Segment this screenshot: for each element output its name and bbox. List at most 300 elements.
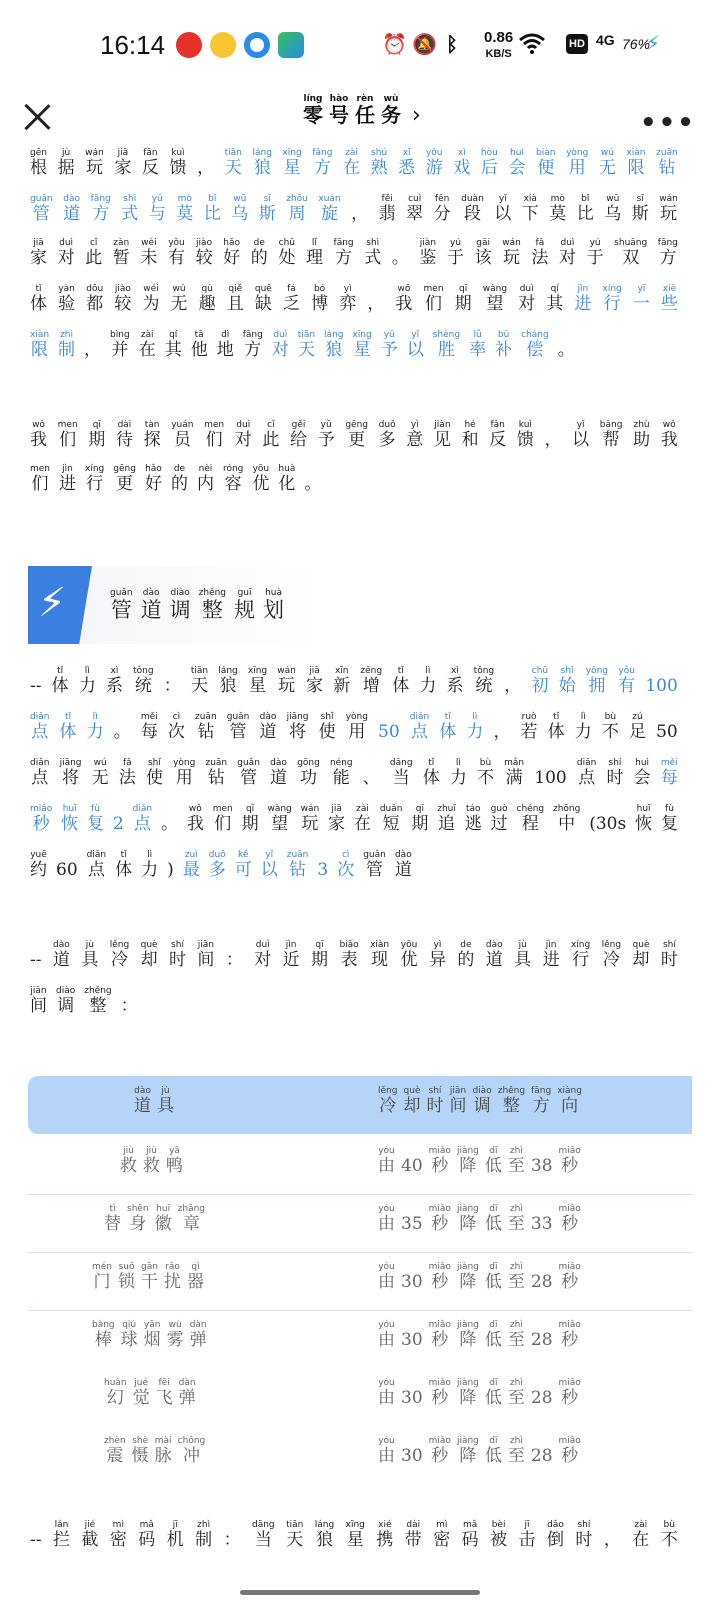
text-char: 被bèi bbox=[490, 1520, 508, 1550]
text-char: 式shì bbox=[121, 194, 139, 224]
table-row-divider bbox=[28, 1252, 692, 1253]
text-char: 时shí bbox=[660, 940, 678, 970]
text-char: 拥yōng bbox=[585, 666, 608, 696]
text-char: 28 bbox=[530, 1388, 553, 1408]
text-char: 徽huī bbox=[154, 1204, 172, 1234]
text-char: 2 bbox=[112, 814, 124, 834]
text-char: 力lì bbox=[78, 666, 96, 696]
text-char: 至zhì bbox=[507, 1320, 525, 1350]
text-char: 我wǒ bbox=[186, 804, 204, 834]
text-char: 体tǐ bbox=[59, 712, 77, 742]
text-char: 、 bbox=[362, 768, 380, 788]
text-char: 过guò bbox=[490, 804, 508, 834]
text-char: 秒miǎo bbox=[558, 1262, 581, 1292]
text-line bbox=[30, 148, 678, 178]
text-char: 体tǐ bbox=[392, 666, 410, 696]
text-char: 当dāng bbox=[252, 1520, 275, 1550]
text-char: 进jìn bbox=[542, 940, 560, 970]
text-char: 秒miǎo bbox=[30, 804, 53, 834]
text-char: 密mì bbox=[109, 1520, 127, 1550]
text-char: 力lì bbox=[449, 758, 467, 788]
text-char: 的de bbox=[170, 464, 188, 494]
text-char: 式shì bbox=[364, 238, 382, 268]
text-char: 秒miǎo bbox=[558, 1320, 581, 1350]
text-char: ， bbox=[351, 204, 369, 224]
text-char: 钻zuān bbox=[286, 850, 309, 880]
text-char: 28 bbox=[530, 1330, 553, 1350]
text-char: 间jiān bbox=[449, 1086, 467, 1116]
text-char: 由yóu bbox=[378, 1146, 395, 1176]
text-char: 在zài bbox=[138, 330, 156, 360]
text-char: ： bbox=[120, 996, 138, 1016]
text-char: 星xīng bbox=[282, 148, 302, 178]
text-char: 33 bbox=[530, 1214, 553, 1234]
text-char: -- bbox=[30, 676, 42, 696]
text-char: 恢huī bbox=[635, 804, 653, 834]
text-char: 时shí bbox=[169, 940, 186, 970]
text-char: 进jìn bbox=[59, 464, 77, 494]
text-char: 道dào bbox=[485, 940, 503, 970]
text-char: 可kě bbox=[234, 850, 252, 880]
text-line bbox=[30, 666, 678, 696]
text-char: 狼láng bbox=[324, 330, 344, 360]
text-char: 道dào bbox=[134, 1086, 151, 1116]
text-char: 望wàng bbox=[267, 804, 292, 834]
text-char: 冲chōng bbox=[177, 1436, 206, 1466]
text-char: 期qī bbox=[311, 940, 329, 970]
text-char: 秒miǎo bbox=[428, 1436, 451, 1466]
text-char: 带dài bbox=[404, 1520, 422, 1550]
text-char: 用yòng bbox=[345, 712, 368, 742]
text-char: 力lì bbox=[86, 712, 104, 742]
text-char: 降jiàng bbox=[456, 1436, 479, 1466]
text-char: 地dì bbox=[216, 330, 234, 360]
text-char: 我wǒ bbox=[30, 420, 47, 450]
close-icon[interactable] bbox=[22, 102, 52, 132]
text-char: 秒miǎo bbox=[558, 1436, 581, 1466]
text-char: 方fāng bbox=[312, 148, 333, 178]
text-char: 乏fá bbox=[282, 284, 300, 314]
text-char: 馈kuì bbox=[516, 420, 534, 450]
text-char: 的de bbox=[250, 238, 268, 268]
text-char: 有yǒu bbox=[618, 666, 636, 696]
text-char: 初chū bbox=[531, 666, 549, 696]
text-char: 秒miǎo bbox=[428, 1320, 451, 1350]
text-char: 秒miǎo bbox=[558, 1204, 581, 1234]
text-line bbox=[30, 238, 678, 268]
text-line bbox=[30, 758, 678, 788]
text-char: 们men bbox=[30, 464, 51, 494]
text-char: 会huì bbox=[633, 758, 651, 788]
text-char: 星xīng bbox=[345, 1520, 365, 1550]
text-char: 35 bbox=[401, 1214, 423, 1234]
text-char: 调diào bbox=[56, 986, 76, 1016]
text-char: ) bbox=[167, 860, 174, 880]
text-char: 至zhì bbox=[507, 1262, 525, 1292]
text-char: 增zēng bbox=[360, 666, 383, 696]
text-char: 家jiā bbox=[114, 148, 132, 178]
text-char: 周zhōu bbox=[286, 194, 308, 224]
text-char: 使shǐ bbox=[318, 712, 336, 742]
text-char: 点diǎn bbox=[576, 758, 597, 788]
text-char: 更gēng bbox=[345, 420, 368, 450]
text-char: 由yóu bbox=[378, 1262, 395, 1292]
text-char: 优yōu bbox=[400, 940, 418, 970]
text-char: 戏xì bbox=[453, 148, 471, 178]
text-char: 期qī bbox=[88, 420, 106, 450]
table-cell bbox=[378, 1204, 581, 1234]
text-char: 内nèi bbox=[196, 464, 214, 494]
text-char: 时shí bbox=[426, 1086, 444, 1116]
text-char: 次cì bbox=[167, 712, 185, 742]
text-char: 低dī bbox=[484, 1204, 502, 1234]
mute-bell-icon: 🔕 bbox=[412, 32, 437, 56]
home-indicator[interactable] bbox=[240, 1590, 480, 1595]
text-char: ， bbox=[84, 340, 102, 360]
text-char: 统tǒng bbox=[133, 666, 154, 696]
text-char: 钻zuān bbox=[205, 758, 228, 788]
table-cell bbox=[92, 1320, 207, 1350]
text-char: 秒miǎo bbox=[428, 1146, 451, 1176]
text-char: 乌wū bbox=[231, 194, 249, 224]
text-char: 门mén bbox=[92, 1262, 113, 1292]
text-char: 旋xuán bbox=[318, 194, 341, 224]
circle-app-icon bbox=[244, 32, 270, 58]
text-char: 鸭yā bbox=[166, 1146, 183, 1176]
text-char: 向xiàng bbox=[557, 1086, 582, 1116]
text-char: 反fǎn bbox=[489, 420, 507, 450]
text-char: 会huì bbox=[508, 148, 526, 178]
text-char: 钻zuān bbox=[656, 148, 678, 178]
text-char: 翠cuì bbox=[406, 194, 424, 224]
text-char: 降jiàng bbox=[456, 1204, 479, 1234]
text-char: 时shí bbox=[606, 758, 624, 788]
text-char: 行xíng bbox=[570, 940, 591, 970]
section-title bbox=[110, 588, 284, 624]
text-char: 具jù bbox=[157, 1086, 174, 1116]
text-char: 胜shèng bbox=[432, 330, 461, 360]
text-char: 系xì bbox=[105, 666, 123, 696]
text-char: 限xiàn bbox=[626, 148, 646, 178]
text-char: 不bù bbox=[601, 712, 619, 742]
weibo-icon bbox=[176, 32, 202, 58]
text-char: 该gāi bbox=[474, 238, 492, 268]
text-char: 当dāng bbox=[389, 758, 413, 788]
text-char: 现xiàn bbox=[370, 940, 390, 970]
alarm-icon: ⏰ bbox=[382, 32, 407, 56]
text-char: 方fāng bbox=[657, 238, 678, 268]
text-char: 震zhèn bbox=[104, 1436, 126, 1466]
text-char: 将jiāng bbox=[286, 712, 309, 742]
text-char: 道dào bbox=[63, 194, 81, 224]
text-char: 携xié bbox=[376, 1520, 394, 1550]
text-char: 密mì bbox=[433, 1520, 451, 1550]
text-char: 方fāng bbox=[531, 1086, 552, 1116]
text-char: 复fù bbox=[87, 804, 105, 834]
text-char: 30 bbox=[401, 1330, 423, 1350]
text-char: 斯sī bbox=[631, 194, 649, 224]
text-line bbox=[30, 712, 678, 742]
table-cell bbox=[378, 1378, 581, 1408]
text-char: ， bbox=[493, 722, 511, 742]
text-char: 秒miǎo bbox=[558, 1378, 581, 1408]
text-char: 秒miǎo bbox=[428, 1204, 451, 1234]
text-char: 每měi bbox=[140, 712, 158, 742]
text-char: 弹dàn bbox=[189, 1320, 207, 1350]
text-char: 锁suǒ bbox=[118, 1262, 136, 1292]
text-char: 100 bbox=[645, 676, 678, 696]
text-char: 较jiào bbox=[114, 284, 132, 314]
text-char: 比bǐ bbox=[203, 194, 221, 224]
text-char: 我wǒ bbox=[395, 284, 413, 314]
text-char: 家jiā bbox=[30, 238, 47, 268]
charging-icon: ⚡ bbox=[646, 31, 661, 55]
text-char: 表biǎo bbox=[339, 940, 359, 970]
text-char: 进jìn bbox=[574, 284, 592, 314]
text-char: 博bó bbox=[311, 284, 329, 314]
text-char: 至zhì bbox=[507, 1146, 525, 1176]
text-char: ： bbox=[163, 676, 181, 696]
text-char: 星xīng bbox=[247, 666, 268, 696]
text-char: 在zài bbox=[353, 804, 371, 834]
text-char: 体tǐ bbox=[547, 712, 565, 742]
speed-unit: KB/S bbox=[485, 48, 512, 60]
text-char: 家jiā bbox=[328, 804, 346, 834]
text-char: 不bù bbox=[660, 1520, 678, 1550]
text-char: 秒miǎo bbox=[558, 1146, 581, 1176]
text-char: 玩wán bbox=[300, 804, 320, 834]
text-char: 始shǐ bbox=[558, 666, 576, 696]
text-char: ， bbox=[504, 676, 522, 696]
text-char: ： bbox=[225, 950, 243, 970]
text-char: 方fāng bbox=[242, 330, 263, 360]
section-heading bbox=[28, 566, 324, 644]
text-char: 却què bbox=[403, 1086, 421, 1116]
text-char: 码mǎ bbox=[138, 1520, 156, 1550]
text-char: 下xià bbox=[521, 194, 539, 224]
text-char: 馈kuì bbox=[169, 148, 187, 178]
text-char: 降jiàng bbox=[456, 1262, 479, 1292]
text-char: 和hé bbox=[461, 420, 479, 450]
text-char: 划huà bbox=[263, 588, 285, 622]
text-char: 雾wù bbox=[166, 1320, 184, 1350]
text-char: 整zhěng bbox=[198, 588, 227, 622]
more-options-icon[interactable]: ••• bbox=[640, 108, 696, 138]
text-char: 器qì bbox=[187, 1262, 205, 1292]
star-app-icon bbox=[210, 32, 236, 58]
text-char: 弹dàn bbox=[178, 1378, 196, 1408]
table-cell bbox=[104, 1378, 196, 1408]
text-char: 每měi bbox=[660, 758, 678, 788]
lightning-icon: ⚡ bbox=[38, 580, 67, 626]
text-char: 体tǐ bbox=[422, 758, 440, 788]
text-char: 鉴jiàn bbox=[419, 238, 437, 268]
text-char: 机jī bbox=[166, 1520, 184, 1550]
table-cell bbox=[104, 1204, 205, 1234]
text-char: 补bǔ bbox=[495, 330, 513, 360]
text-char: 以yǐ bbox=[260, 850, 278, 880]
text-char: 用yòng bbox=[173, 758, 196, 788]
text-char: 见jiàn bbox=[433, 420, 451, 450]
text-char: 间jiān bbox=[197, 940, 215, 970]
text-char: 制zhì bbox=[195, 1520, 213, 1550]
text-char: ， bbox=[603, 1530, 621, 1550]
text-char: 缺quē bbox=[254, 284, 272, 314]
text-char: 点diǎn bbox=[30, 758, 50, 788]
text-char: 此cǐ bbox=[85, 238, 103, 268]
text-char: 。 bbox=[557, 340, 575, 360]
text-char: 秒miǎo bbox=[428, 1262, 451, 1292]
text-char: 此cǐ bbox=[262, 420, 280, 450]
text-char: 帮bāng bbox=[599, 420, 623, 450]
text-char: 调diào bbox=[472, 1086, 492, 1116]
text-char: 60 bbox=[56, 860, 78, 880]
text-char: 员yuán bbox=[171, 420, 194, 450]
text-char: 弈yì bbox=[339, 284, 357, 314]
text-char: 且qiě bbox=[226, 284, 244, 314]
text-char: 干gān bbox=[141, 1262, 159, 1292]
page-title[interactable] bbox=[300, 94, 421, 128]
text-char: 限xiàn bbox=[30, 330, 50, 360]
text-char: 反fǎn bbox=[141, 148, 159, 178]
text-char: 约yuē bbox=[30, 850, 47, 880]
battery-level: 76% bbox=[622, 36, 651, 52]
text-char: -- bbox=[30, 1530, 42, 1550]
table-cell bbox=[378, 1262, 581, 1292]
text-line bbox=[30, 420, 678, 450]
text-char: 力lì bbox=[141, 850, 159, 880]
text-char: 段duàn bbox=[461, 194, 484, 224]
text-line bbox=[30, 464, 678, 494]
text-char: 翡fěi bbox=[378, 194, 396, 224]
network-speed bbox=[484, 30, 513, 62]
text-char: 由yóu bbox=[378, 1436, 395, 1466]
text-char: 身shēn bbox=[127, 1204, 149, 1234]
text-char: 些xiē bbox=[660, 284, 678, 314]
table-cell bbox=[104, 1436, 205, 1466]
text-char: 整zhěng bbox=[497, 1086, 526, 1116]
text-char: 玩wán bbox=[277, 666, 296, 696]
text-char: 多duō bbox=[378, 420, 396, 450]
text-char: 期qī bbox=[454, 284, 472, 314]
text-line bbox=[30, 940, 678, 970]
text-char: 慑shè bbox=[131, 1436, 149, 1466]
text-char: 足zú bbox=[628, 712, 646, 742]
text-char: 替tì bbox=[104, 1204, 121, 1234]
text-char: 。 bbox=[391, 248, 409, 268]
text-line bbox=[30, 804, 678, 834]
text-char: 管guǎn bbox=[226, 712, 250, 742]
text-char: (30s bbox=[589, 814, 627, 834]
text-char: 低dī bbox=[484, 1436, 502, 1466]
text-char: 低dī bbox=[484, 1320, 502, 1350]
text-char: 短duǎn bbox=[379, 804, 403, 834]
text-char: 道dào bbox=[394, 850, 412, 880]
text-char: 乌wū bbox=[604, 194, 622, 224]
text-char: 力lì bbox=[574, 712, 592, 742]
table-cell bbox=[134, 1086, 174, 1116]
table-header bbox=[28, 1076, 692, 1134]
text-char: 击jī bbox=[518, 1520, 536, 1550]
text-char: 斯sī bbox=[258, 194, 276, 224]
text-char: 悉xī bbox=[398, 148, 416, 178]
text-char: 对duì bbox=[271, 330, 289, 360]
text-char: 恢huī bbox=[61, 804, 79, 834]
text-char: 码mǎ bbox=[461, 1520, 479, 1550]
text-char: 制zhì bbox=[58, 330, 76, 360]
text-char: 能néng bbox=[329, 758, 353, 788]
status-time: 16:14 bbox=[100, 30, 166, 60]
text-line bbox=[30, 330, 678, 360]
text-char: 他tā bbox=[190, 330, 208, 360]
text-char: 期qī bbox=[241, 804, 259, 834]
text-char: 低dī bbox=[484, 1262, 502, 1292]
text-char: 烟yān bbox=[143, 1320, 161, 1350]
text-char: 截jié bbox=[81, 1520, 99, 1550]
text-char: 们men bbox=[212, 804, 233, 834]
text-line bbox=[30, 194, 678, 224]
text-char: 予yǔ bbox=[317, 420, 335, 450]
text-char: 体tǐ bbox=[115, 850, 133, 880]
text-char: 在zài bbox=[343, 148, 360, 178]
text-char: 冷lěng bbox=[378, 1086, 398, 1116]
text-char: 30 bbox=[401, 1446, 423, 1466]
text-char: 体tǐ bbox=[51, 666, 69, 696]
text-char: 玩wán bbox=[502, 238, 521, 268]
text-char: 的de bbox=[457, 940, 475, 970]
text-char: 钻zuān bbox=[195, 712, 217, 742]
table-cell bbox=[92, 1262, 204, 1292]
text-char: 飞fēi bbox=[155, 1378, 173, 1408]
text-char: 觉jué bbox=[132, 1378, 150, 1408]
text-char: 便biàn bbox=[536, 148, 556, 178]
text-char: 道dào bbox=[140, 588, 162, 622]
text-char: 却què bbox=[140, 940, 158, 970]
text-char: 章zhāng bbox=[177, 1204, 206, 1234]
text-char: 法fǎ bbox=[118, 758, 136, 788]
text-char: 们men bbox=[423, 284, 444, 314]
text-char: 任rèn bbox=[355, 94, 375, 127]
text-char: 扰rǎo bbox=[164, 1262, 182, 1292]
text-char: -- bbox=[30, 950, 42, 970]
text-char: 期qī bbox=[411, 804, 429, 834]
text-char: 力lì bbox=[466, 712, 484, 742]
text-char: 天tiān bbox=[190, 666, 209, 696]
text-char: 莫mò bbox=[176, 194, 194, 224]
chevron-right-icon[interactable]: › bbox=[412, 103, 421, 128]
text-char: 次cì bbox=[337, 850, 355, 880]
text-char: 复fù bbox=[660, 804, 678, 834]
text-char: 分fēn bbox=[433, 194, 451, 224]
text-char: 处chǔ bbox=[278, 238, 296, 268]
text-char: 规guī bbox=[234, 588, 256, 622]
text-char: 38 bbox=[530, 1156, 553, 1176]
text-char: 对duì bbox=[234, 420, 252, 450]
text-char: 体tǐ bbox=[30, 284, 47, 314]
text-char: 秒miǎo bbox=[428, 1378, 451, 1408]
text-char: 3 bbox=[317, 860, 329, 880]
text-char: 却què bbox=[632, 940, 650, 970]
text-char: 28 bbox=[530, 1272, 553, 1292]
text-char: 较jiào bbox=[195, 238, 213, 268]
text-char: 道dào bbox=[270, 758, 288, 788]
text-char: 趣qù bbox=[198, 284, 216, 314]
text-char: 降jiàng bbox=[456, 1146, 479, 1176]
text-char: 近jìn bbox=[282, 940, 300, 970]
text-char: 双shuāng bbox=[614, 238, 648, 268]
text-char: 程chéng bbox=[516, 804, 545, 834]
text-char: 管guǎn bbox=[110, 588, 133, 622]
